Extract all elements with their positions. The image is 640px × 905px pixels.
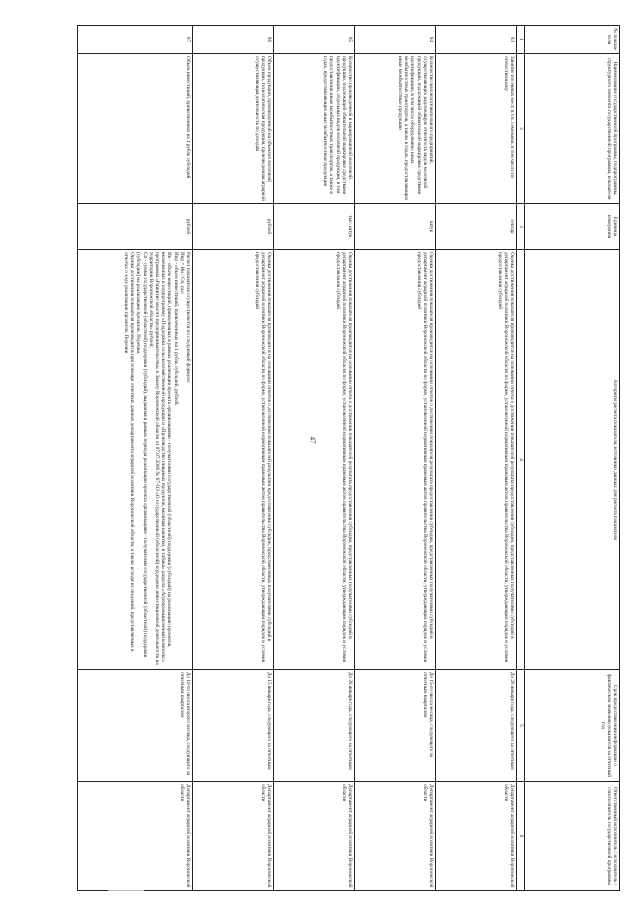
row-number: 84 <box>355 26 436 54</box>
row-unit: гектар <box>436 204 517 250</box>
row-number: 87 <box>78 26 193 54</box>
row-algorithm: Оценка достижения показателя производится на основании отчетов о достижении показателей результата предоставления субсидии, представленных получателями субсидий в департамент аграрной политики Воронежской области по форме, установленной нормативным правовым актом правительства Воронежской области, утверждающим порядок и условия предоставления субсидий <box>193 250 274 670</box>
row-unit: рублей <box>78 204 193 250</box>
algorithm-line: Расчет показателя осуществляется по следующей формуле: <box>185 252 191 384</box>
row-algorithm: Оценка достижения показателя производится на основании отчета о достижении показателей результата предоставления субсидии, представленных получателями субсидий в департамент аграрной политики Воронежской области по форме, установленной нормативным правовым актом правительства Воронежской области, утверждающим порядок и условия предоставления субсидий <box>274 250 355 670</box>
row-unit: штук <box>355 204 436 250</box>
header-executor: Ответственный исполнитель / исполнитель / соисполнитель государственной программы <box>525 782 620 891</box>
algorithm-line: Сп - сумма государственной (областной) поддержки (субсидий), выданная в рамках периода реализации проекта организациям - получателям государственной (областной) поддержки (субсидии) на реализацию проектов. Перечни. <box>135 252 148 658</box>
column-number: 5 <box>517 670 525 782</box>
row-number: 86 <box>193 26 274 54</box>
header-name: Наименование государственной программы, подпрограммы, структурного элемента государственной программы, показателя <box>525 54 620 204</box>
algorithm-line: Оценка достижения показателя производится при помощи отчетных данных департамента аграрной политики Воронежской области, а также исходя из сведений, представляемых в отчетах о ходе реализации проектов. Перечни <box>122 252 136 652</box>
row-deadline: До 28 января года, следующего за отчетным <box>274 670 355 782</box>
row-number: 83 <box>436 26 517 54</box>
column-number: 1 <box>517 26 525 54</box>
row-executor: Департамент аграрной политики Воронежской области <box>274 782 355 891</box>
column-number: 4 <box>517 250 525 670</box>
table-row <box>436 26 517 891</box>
row-number: 85 <box>274 26 355 54</box>
row-deadline: До 10-го числа второго месяца, следующего за отчетным кварталом <box>78 670 193 782</box>
rotated-table-area <box>90 25 620 890</box>
header-deadline: Срок предоставления информации о фактическом значении показателя за отчетный год <box>525 670 620 782</box>
header-indicator-number: № показа-теля <box>525 26 620 54</box>
row-executor: Департамент аграрной политики Воронежской области <box>436 782 517 891</box>
column-number: 2 <box>517 54 525 204</box>
column-number: 6 <box>517 782 525 891</box>
row-executor: Департамент аграрной политики Воронежской области <box>355 782 436 891</box>
algorithm-formula: Иnр = Ин / Сп, где: <box>178 252 185 295</box>
table-header-row <box>525 26 620 891</box>
table-row <box>78 26 193 891</box>
row-deadline: До 15-го числа месяца, следующего за отчетным кварталом <box>355 670 436 782</box>
table-row <box>274 26 355 891</box>
row-unit: рублей <box>193 204 274 250</box>
algorithm-line: Иnр - объем инвестиций, привлеченных на 1 рубль субсидий, рублей; <box>172 252 179 406</box>
row-name: Количество малоизготовительного предприятий, осуществляющих надлежащую отчетность видов молочной продукции, подлежащей обязательной маркировке средствами идентификации, в том числе оборудование иных межбытностных транспортов, а также в годах, предоставляющих иные межбытностные продукции <box>355 54 436 204</box>
row-name: Количество произведенной и маркированной молочной продукции, подлежащей обязательной маркировке средствами идентификации, отдельных видов молочной продукции, в том предоставлении иных межбытностных транспортов, а также в годах, предоставляющих иные межбытностные продукции <box>274 54 355 204</box>
row-name: Объем продукции, произведенной на объектах молочной продукции, технологическая продукция, произведенная аграрной осуществляющая деятельность по доходам <box>193 54 274 204</box>
table-row <box>355 26 436 891</box>
page-number: 47 <box>308 436 317 444</box>
table-row <box>193 26 274 891</box>
algorithm-line: Ин - объем инвестиций, привлеченных в рамках реализации проекта организациями - получателями государственной (областной) поддержки (субсидий) на реализацию проектов, включенных в подпрограмму «Поддержка сельскохозяйственной продукции и «Производство пищевых продуктов, включая напитки, и табака» раздела «Агропромышленный комплекс» программы «Развитие малого предпринимательства» к Закону Воронежской области от 07.07.2006 № 67-ОЗ «О государственной (областной) поддержке инвестиционной деятельности на территории Воронежской области» рублей; <box>147 252 173 665</box>
row-name: Объем инвестиций, привлеченных на 1 рубль субсидий <box>78 54 193 204</box>
column-numbers-row <box>517 26 525 891</box>
row-deadline: До 15 января года, следующего за отчетным <box>193 670 274 782</box>
row-executor: Департамент аграрной политики Воронежской области <box>78 782 193 891</box>
row-algorithm <box>78 250 193 670</box>
scan-mark <box>108 890 144 891</box>
indicators-table <box>77 25 620 891</box>
header-unit: Единица измерения <box>525 204 620 250</box>
row-algorithm: Оценка достижения показателя производится на основании отчета о достижении показателей результата предоставления субсидии, представленных получателями субсидий в департамент аграрной политики Воронежской области по форме, установленной нормативным правовым актом правительства Воронежской области, утверждающим порядок и условия предоставления субсидий <box>436 250 517 670</box>
row-name: Занятие посевных мест, в т.ч. семенами, в том числе по отечественному <box>436 54 517 204</box>
row-algorithm: Оценка достижения показателя производится на основании отчетов о достижении показателя результата предоставления субсидии, представленных получателями субсидий в департамент аграрной политики Воронежской области по форме, установленной нормативным правовым актом правительства Воронежской области, утверждающим порядок и условия предоставления субсидий <box>355 250 436 670</box>
row-unit: тыс. штук <box>274 204 355 250</box>
header-algorithm: Алгоритм расчета показателя, источники данных для расчета показателя <box>525 250 620 670</box>
column-number: 3 <box>517 204 525 250</box>
row-deadline: До 28 января года, следующего за отчетным <box>436 670 517 782</box>
row-executor: Департамент аграрной политики Воронежской области <box>193 782 274 891</box>
